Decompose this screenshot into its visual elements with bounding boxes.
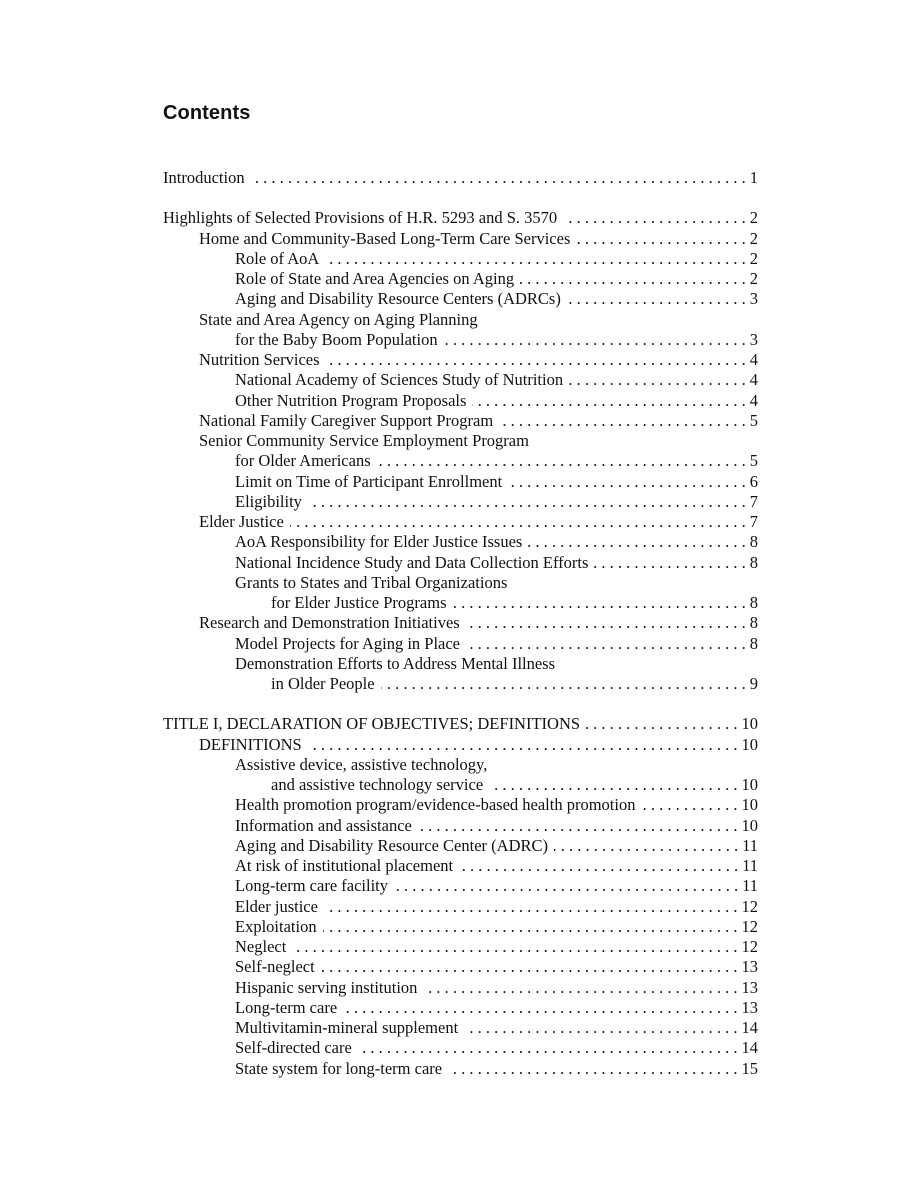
dot-leader	[594, 553, 745, 573]
toc-entry[interactable]	[163, 269, 758, 289]
toc-entry-title: At risk of institutional placement	[235, 856, 454, 875]
dot-leader	[464, 1018, 737, 1038]
toc-entry-title: Model Projects for Aging in Place	[235, 633, 461, 653]
toc-entry[interactable]	[163, 714, 758, 734]
toc-entry-title: Exploitation	[235, 916, 317, 936]
dot-leader	[323, 917, 738, 937]
toc-entry[interactable]	[163, 532, 758, 552]
toc-entry[interactable]	[163, 1059, 758, 1079]
dot-leader	[567, 289, 746, 309]
dot-leader	[321, 957, 738, 977]
toc-entry[interactable]	[163, 451, 758, 471]
toc-page-number: 4	[749, 350, 758, 369]
toc-entry-title: Eligibility	[235, 491, 302, 511]
dot-leader	[528, 532, 745, 552]
toc-entry[interactable]	[163, 755, 758, 775]
toc-page-number: 12	[741, 916, 758, 936]
toc-entry-title: Aging and Disability Resource Center (ADRC)	[235, 835, 548, 855]
toc-entry-title: Senior Community Service Employment Program	[199, 431, 529, 450]
toc-entry-title: Assistive device, assistive technology,	[235, 754, 488, 774]
toc-entry-title: Health promotion program/evidence-based health promotion	[235, 795, 636, 815]
page-title: Contents	[163, 102, 251, 124]
toc-entry[interactable]	[163, 431, 758, 451]
toc-page-number: 14	[741, 1018, 758, 1037]
dot-leader	[466, 613, 746, 633]
toc-page-number: 8	[749, 593, 758, 612]
toc-entry-title: Hispanic serving institution	[235, 977, 418, 997]
toc-entry[interactable]	[163, 593, 758, 613]
toc-entry-title: State and Area Agency on Aging Planning	[199, 309, 478, 329]
toc-entry-title: Elder Justice	[199, 512, 284, 531]
toc-entry[interactable]	[163, 512, 758, 532]
toc-entry[interactable]	[163, 836, 758, 856]
toc-entry-title: Limit on Time of Participant Enrollment	[235, 471, 503, 491]
toc-entry-title: Grants to States and Tribal Organizations	[235, 572, 508, 592]
toc-entry-title: for Elder Justice Programs	[271, 593, 447, 612]
toc-entry-title: AoA Responsibility for Elder Justice Issues	[235, 532, 523, 552]
toc-page-number: 15	[741, 1058, 758, 1078]
toc-page-number: 5	[749, 410, 758, 430]
toc-entry-title: State system for long-term care	[235, 1058, 443, 1078]
dot-leader	[499, 411, 746, 431]
toc-entry[interactable]	[163, 856, 758, 876]
dot-leader	[381, 674, 746, 694]
dot-leader	[569, 370, 746, 390]
toc-entry[interactable]	[163, 492, 758, 512]
toc-entry[interactable]	[163, 978, 758, 998]
toc-entry-title: Information and assistance	[235, 815, 412, 835]
dot-leader	[489, 775, 737, 795]
toc-entry[interactable]	[163, 937, 758, 957]
toc-entry-title: Self-neglect	[235, 957, 315, 977]
toc-entry[interactable]	[163, 330, 758, 350]
toc-entry-title: Long-term care facility	[235, 876, 389, 896]
toc-page-number: 8	[749, 633, 758, 653]
toc-entry[interactable]	[163, 370, 758, 390]
dot-leader	[325, 249, 745, 269]
toc-entry-title: Role of State and Area Agencies on Aging	[235, 269, 515, 288]
dot-leader	[520, 269, 746, 289]
toc-entry[interactable]	[163, 917, 758, 937]
toc-entry[interactable]	[163, 897, 758, 917]
toc-entry-title: in Older People	[271, 674, 375, 693]
dot-leader	[563, 208, 746, 228]
toc-entry[interactable]	[163, 816, 758, 836]
dot-leader	[326, 350, 746, 370]
toc-entry[interactable]	[163, 553, 758, 573]
toc-entry[interactable]	[163, 876, 758, 896]
toc-page-number: 12	[741, 896, 758, 916]
toc-page-number: 11	[742, 835, 758, 855]
toc-entry[interactable]	[163, 229, 758, 249]
toc-entry[interactable]	[163, 1038, 758, 1058]
toc-entry[interactable]	[163, 957, 758, 977]
toc-page-number: 10	[741, 775, 758, 794]
dot-leader	[554, 836, 738, 856]
toc-page-number: 2	[749, 248, 758, 268]
toc-page-number: 1	[749, 168, 758, 187]
toc-entry-title: Aging and Disability Resource Centers (ADRCs)	[235, 289, 561, 309]
toc-entry-title: Nutrition Services	[199, 350, 320, 369]
toc-entry-title: for the Baby Boom Population	[235, 329, 438, 349]
toc-entry-title: Elder justice	[235, 896, 318, 916]
toc-page-number: 13	[741, 997, 758, 1017]
toc-page-number: 2	[749, 269, 758, 288]
dot-leader	[586, 714, 737, 734]
dot-leader	[308, 735, 738, 755]
dot-leader	[448, 1059, 737, 1079]
toc-page-number: 10	[741, 734, 758, 754]
dot-leader	[324, 897, 738, 917]
toc-page-number: 4	[749, 370, 758, 390]
dot-leader	[292, 937, 737, 957]
toc-entry-title: National Incidence Study and Data Collection Efforts	[235, 552, 589, 572]
toc-page-number: 12	[741, 937, 758, 956]
toc-page-number: 2	[749, 208, 758, 228]
toc-entry-title: DEFINITIONS	[199, 734, 302, 754]
table-of-contents	[163, 168, 758, 1079]
toc-page-number: 11	[742, 876, 758, 896]
toc-entry-title: Highlights of Selected Provisions of H.R. 5293 and S. 3570	[163, 208, 558, 228]
toc-entry[interactable]	[163, 775, 758, 795]
dot-leader	[377, 451, 746, 471]
toc-entry[interactable]	[163, 411, 758, 431]
toc-page-number: 13	[741, 977, 758, 997]
toc-entry-title: Long-term care	[235, 997, 338, 1017]
toc-entry[interactable]	[163, 674, 758, 694]
toc-page-number: 2	[749, 228, 758, 248]
toc-entry[interactable]	[163, 289, 758, 309]
toc-page-number: 7	[749, 491, 758, 511]
toc-entry-title: Self-directed care	[235, 1038, 352, 1058]
toc-entry[interactable]	[163, 310, 758, 330]
toc-page-number: 14	[741, 1038, 758, 1058]
toc-page-number: 6	[749, 471, 758, 491]
toc-entry[interactable]	[163, 249, 758, 269]
toc-entry-title: National Academy of Sciences Study of Nutrition	[235, 370, 564, 390]
toc-entry-title: and assistive technology service	[271, 775, 484, 794]
dot-leader	[466, 634, 746, 654]
toc-entry-title: Multivitamin-mineral supplement	[235, 1018, 459, 1037]
toc-entry-title: Home and Community-Based Long-Term Care Services	[199, 228, 571, 248]
dot-leader	[251, 168, 746, 188]
toc-page-number: 3	[749, 329, 758, 349]
dot-leader	[472, 391, 745, 411]
toc-page-number: 11	[742, 856, 758, 875]
toc-entry[interactable]	[163, 350, 758, 370]
toc-page-number: 13	[741, 957, 758, 977]
toc-page-number: 8	[749, 613, 758, 633]
dot-leader	[641, 795, 737, 815]
dot-leader	[508, 472, 746, 492]
toc-entry-title: Other Nutrition Program Proposals	[235, 390, 467, 410]
toc-entry[interactable]	[163, 208, 758, 228]
toc-entry[interactable]	[163, 634, 758, 654]
toc-entry-title: for Older Americans	[235, 451, 371, 471]
toc-entry-title: Neglect	[235, 937, 287, 956]
toc-page-number: 7	[749, 512, 758, 531]
toc-entry-title: National Family Caregiver Support Program	[199, 410, 494, 430]
toc-entry-title: Demonstration Efforts to Address Mental Illness	[235, 653, 556, 673]
toc-entry[interactable]	[163, 573, 758, 593]
dot-leader	[423, 978, 737, 998]
toc-page-number: 9	[749, 674, 758, 693]
dot-leader	[343, 998, 737, 1018]
toc-page-number: 4	[749, 390, 758, 410]
dot-leader	[308, 492, 746, 512]
toc-page-number: 3	[749, 289, 758, 309]
toc-entry-title: TITLE I, DECLARATION OF OBJECTIVES; DEFINITIONS	[163, 714, 581, 734]
toc-entry[interactable]	[163, 1018, 758, 1038]
dot-leader	[358, 1038, 738, 1058]
toc-page-number: 8	[749, 532, 758, 552]
toc-entry[interactable]	[163, 654, 758, 674]
dot-leader	[394, 876, 738, 896]
toc-entry[interactable]	[163, 795, 758, 815]
toc-entry[interactable]	[163, 998, 758, 1018]
dot-leader	[444, 330, 746, 350]
toc-page-number: 8	[749, 552, 758, 572]
toc-page-number: 10	[741, 815, 758, 835]
dot-leader	[459, 856, 738, 876]
toc-entry[interactable]	[163, 168, 758, 188]
toc-entry-title: Introduction	[163, 168, 245, 187]
dot-leader	[418, 816, 738, 836]
toc-page-number: 5	[749, 451, 758, 471]
dot-leader	[576, 229, 745, 249]
toc-entry-title: Role of AoA	[235, 248, 320, 268]
toc-entry[interactable]	[163, 735, 758, 755]
dot-leader	[290, 512, 746, 532]
dot-leader	[453, 593, 746, 613]
toc-entry-title: Research and Demonstration Initiatives	[199, 613, 460, 633]
toc-page-number: 10	[741, 714, 758, 734]
toc-page-number: 10	[741, 795, 758, 815]
toc-entry[interactable]	[163, 472, 758, 492]
toc-entry[interactable]	[163, 613, 758, 633]
toc-entry[interactable]	[163, 391, 758, 411]
